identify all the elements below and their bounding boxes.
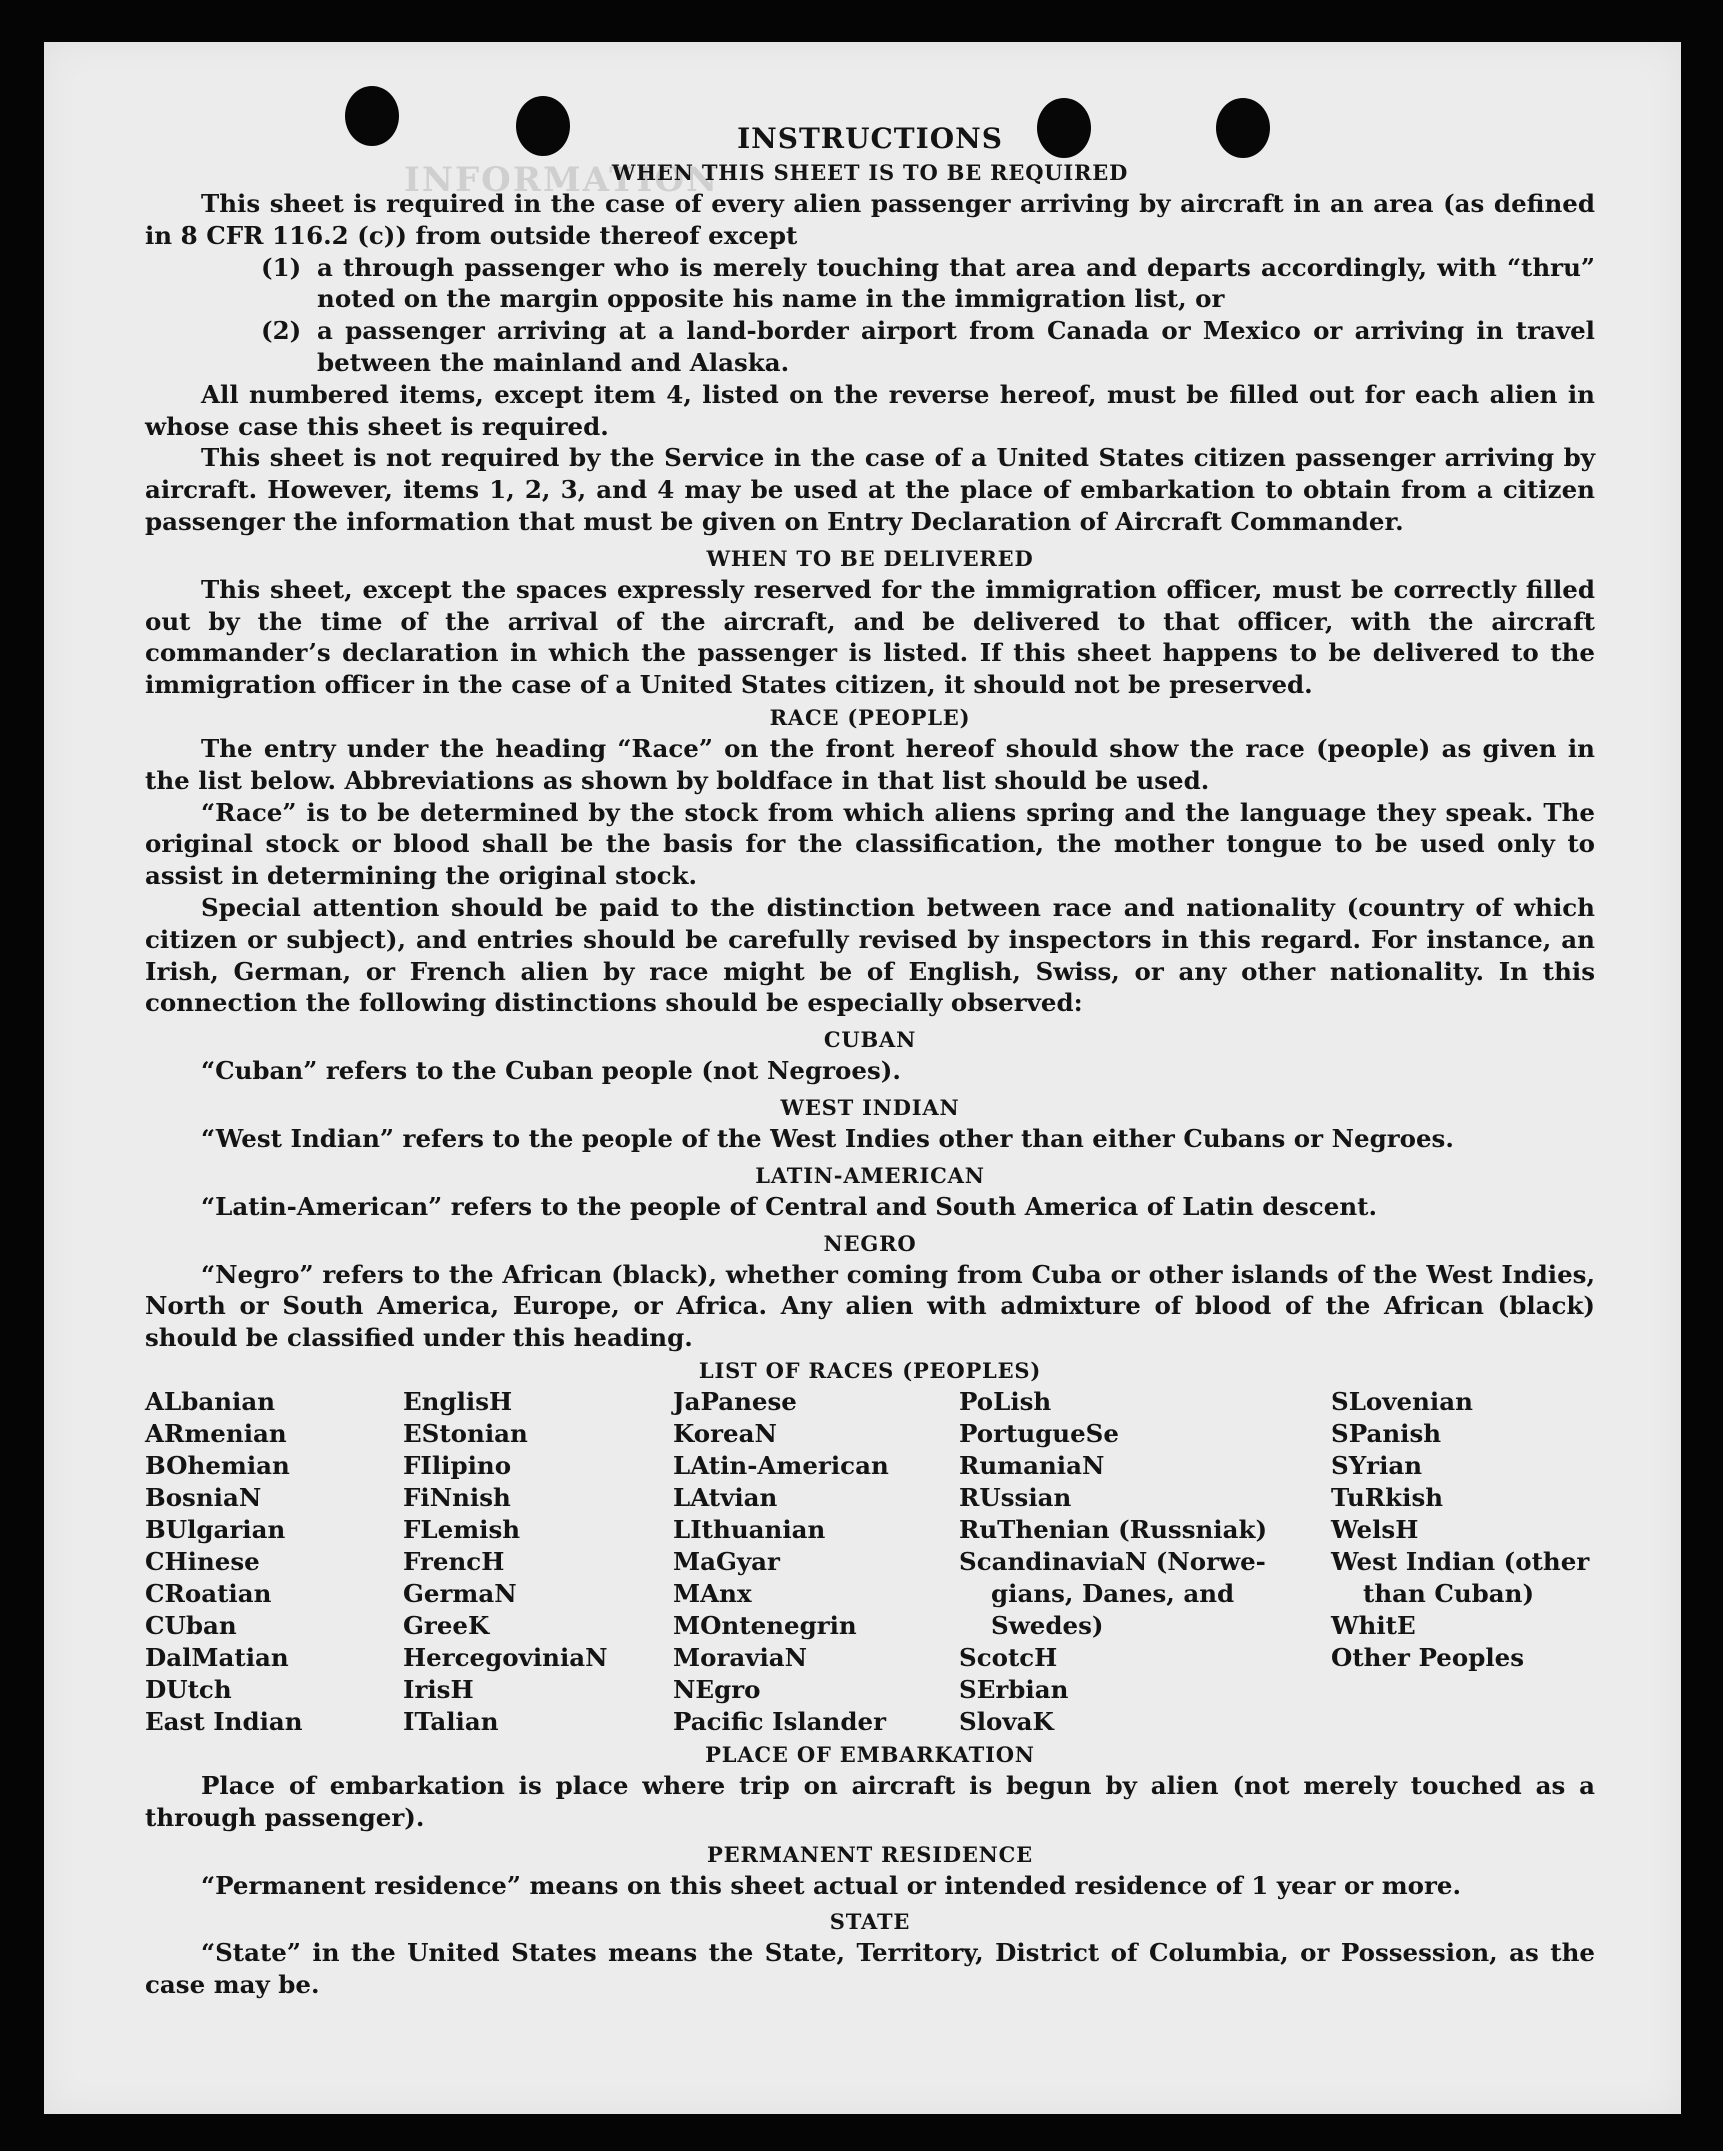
heading-latin-american: LATIN-AMERICAN <box>755 1162 985 1188</box>
race-item: CHinese <box>145 1546 260 1576</box>
paragraph: This sheet, except the spaces expressly reserved for the immigration officer, must be correctly filled out by the time of the arrival of the aircraft, and be delivered to that officer, with the aircraft commander’s declaration in which the passenger is listed. If this sheet happens to be delivered to the immigration officer in the case of a United States citizen, it should not be preserved. <box>145 574 1595 700</box>
paragraph: This sheet is not required by the Service in the case of a United States citizen passenger arriving by aircraft. However, items 1, 2, 3, and 4 may be used at the place of embarkation to obtain from a citizen passenger the information that must be given on Entry Declaration of Aircraft Commander. <box>145 443 1595 536</box>
heading-list-of-races: LIST OF RACES (PEOPLES) <box>698 1357 1042 1383</box>
races-column-1 <box>145 1386 403 1738</box>
paragraph: Special attention should be paid to the distinction between race and nationality (country of which citizen or subject), and entries should be carefully revised by inspectors in this regard. For instance, an Irish, German, or French alien by race might be of English, Swiss, or any other nationality. In this connection the following distinctions should be especially observed: <box>145 892 1595 1018</box>
heading-permanent-residence: PERMANENT RESIDENCE <box>707 1841 1033 1867</box>
race-item: DalMatian <box>145 1642 289 1672</box>
races-column-5 <box>1331 1386 1591 1738</box>
heading-when-required: WHEN THIS SHEET IS TO BE REQUIRED <box>611 160 1129 185</box>
paragraph: This sheet is required in the case of every alien passenger arriving by aircraft in an area (as defined in 8 CFR 116.2 (c)) from outside thereof except <box>145 189 1595 250</box>
race-item: JaPanese <box>673 1386 797 1416</box>
race-item-continued: than Cuban) <box>1363 1578 1535 1608</box>
race-item: West Indian (other <box>1331 1546 1590 1576</box>
race-item: LAtin-American <box>673 1450 889 1480</box>
race-item: ITalian <box>403 1706 499 1736</box>
race-item: TuRkish <box>1331 1482 1444 1512</box>
list-item <box>261 252 1595 316</box>
race-item: Other Peoples <box>1331 1642 1525 1672</box>
race-item: Pacific Islander <box>673 1706 886 1736</box>
list-text: a passenger arriving at a land-border airport from Canada or Mexico or arriving in travel between the mainland and Alaska. <box>317 316 1595 377</box>
heading-race: RACE (PEOPLE) <box>769 704 971 730</box>
race-item: IrisH <box>403 1674 474 1704</box>
race-item: FLemish <box>403 1514 521 1544</box>
race-item: EnglisH <box>403 1386 513 1416</box>
race-item-continued: Swedes) <box>991 1610 1104 1640</box>
race-item: PortugueSe <box>959 1418 1119 1448</box>
race-item: FrencH <box>403 1546 505 1576</box>
race-item: WhitE <box>1331 1610 1416 1640</box>
race-item: PoLish <box>959 1386 1052 1416</box>
race-item: SPanish <box>1331 1418 1442 1448</box>
paragraph: “Negro” refers to the African (black), whether coming from Cuba or other islands of the West Indies, North or South America, Europe, or Africa. Any alien with admixture of blood of the African (black) should be classified under this heading. <box>145 1259 1595 1353</box>
paragraph: “Race” is to be determined by the stock from which aliens spring and the language they speak. The original stock or blood shall be the basis for the classification, the mother tongue to be used only to assist in determining the original stock. <box>145 797 1595 891</box>
paragraph: All numbered items, except item 4, listed on the reverse hereof, must be filled out for each alien in whose case this sheet is required. <box>145 379 1595 441</box>
paragraph: “Permanent residence” means on this sheet actual or intended residence of 1 year or more. <box>201 1870 1462 1900</box>
race-item: FIlipino <box>403 1450 512 1480</box>
race-item: SYrian <box>1331 1450 1423 1480</box>
bleed-through-text: INFORMATION <box>404 160 720 200</box>
race-item: RumaniaN <box>959 1450 1105 1480</box>
race-item: RUssian <box>959 1482 1072 1512</box>
race-item-continued: gians, Danes, and <box>991 1578 1235 1608</box>
list-text: a through passenger who is merely touching that area and departs accordingly, with “thru” noted on the margin opposite his name in the immigration list, or <box>317 252 1595 314</box>
race-item: East Indian <box>145 1706 303 1736</box>
heading-state: STATE <box>829 1909 911 1935</box>
race-item: ScandinaviaN (Norwe- <box>959 1546 1266 1576</box>
races-column-4 <box>959 1386 1331 1738</box>
race-item: EStonian <box>403 1418 528 1448</box>
race-item: WelsH <box>1331 1514 1419 1544</box>
race-item: BUlgarian <box>145 1514 286 1544</box>
race-item: ScotcH <box>959 1642 1058 1672</box>
instructions-text <box>145 122 1595 2001</box>
race-item: MOntenegrin <box>673 1610 857 1640</box>
paragraph: The entry under the heading “Race” on the front hereof should show the race (people) as given in the list below. Abbreviations as shown by boldface in that list should be used. <box>145 733 1595 795</box>
paragraph: “West Indian” refers to the people of the West Indies other than either Cubans or Negroes. <box>201 1123 1454 1153</box>
paragraph: “State” in the United States means the State, Territory, District of Columbia, or Possession, as the case may be. <box>145 1938 1595 2000</box>
races-column-3 <box>673 1386 959 1738</box>
exceptions-list <box>261 252 1595 379</box>
race-item: SLovenian <box>1331 1386 1473 1416</box>
race-item: SErbian <box>959 1674 1069 1704</box>
heading-when-delivered: WHEN TO BE DELIVERED <box>706 545 1034 571</box>
paragraph: “Latin-American” refers to the people of Central and South America of Latin descent. <box>201 1191 1377 1221</box>
race-item: GermaN <box>403 1578 517 1608</box>
page-title: INSTRUCTIONS <box>737 122 1003 155</box>
list-number: (2) <box>261 316 302 346</box>
race-item: CRoatian <box>145 1578 272 1608</box>
race-item: FiNnish <box>403 1482 511 1512</box>
race-item: LIthuanian <box>673 1514 826 1544</box>
races-column-2 <box>403 1386 673 1738</box>
race-item: KoreaN <box>673 1418 777 1448</box>
paragraph: Place of embarkation is place where trip on aircraft is begun by alien (not merely touched as a through passenger). <box>145 1770 1595 1832</box>
race-item: ALbanian <box>145 1386 276 1416</box>
race-item: HercegoviniaN <box>403 1642 608 1672</box>
races-table <box>145 1386 1595 1738</box>
paragraph: “Cuban” refers to the Cuban people (not Negroes). <box>201 1056 901 1086</box>
race-item: SlovaK <box>959 1706 1054 1736</box>
heading-negro: NEGRO <box>823 1230 917 1256</box>
race-item: LAtvian <box>673 1482 778 1512</box>
race-item: DUtch <box>145 1674 232 1704</box>
race-item: GreeK <box>403 1610 490 1640</box>
race-item: MoraviaN <box>673 1642 808 1672</box>
race-item: MaGyar <box>673 1546 780 1576</box>
heading-west-indian: WEST INDIAN <box>780 1094 960 1120</box>
list-item <box>261 315 1595 379</box>
race-item: NEgro <box>673 1674 761 1704</box>
heading-cuban: CUBAN <box>823 1027 917 1053</box>
list-number: (1) <box>261 252 302 282</box>
race-item: MAnx <box>673 1578 752 1608</box>
race-item: CUban <box>145 1610 237 1640</box>
race-item: BOhemian <box>145 1450 290 1480</box>
race-item: RuThenian (Russniak) <box>959 1514 1268 1544</box>
heading-place-of-embarkation: PLACE OF EMBARKATION <box>705 1741 1035 1767</box>
race-item: ARmenian <box>145 1418 287 1448</box>
race-item: BosniaN <box>145 1482 262 1512</box>
